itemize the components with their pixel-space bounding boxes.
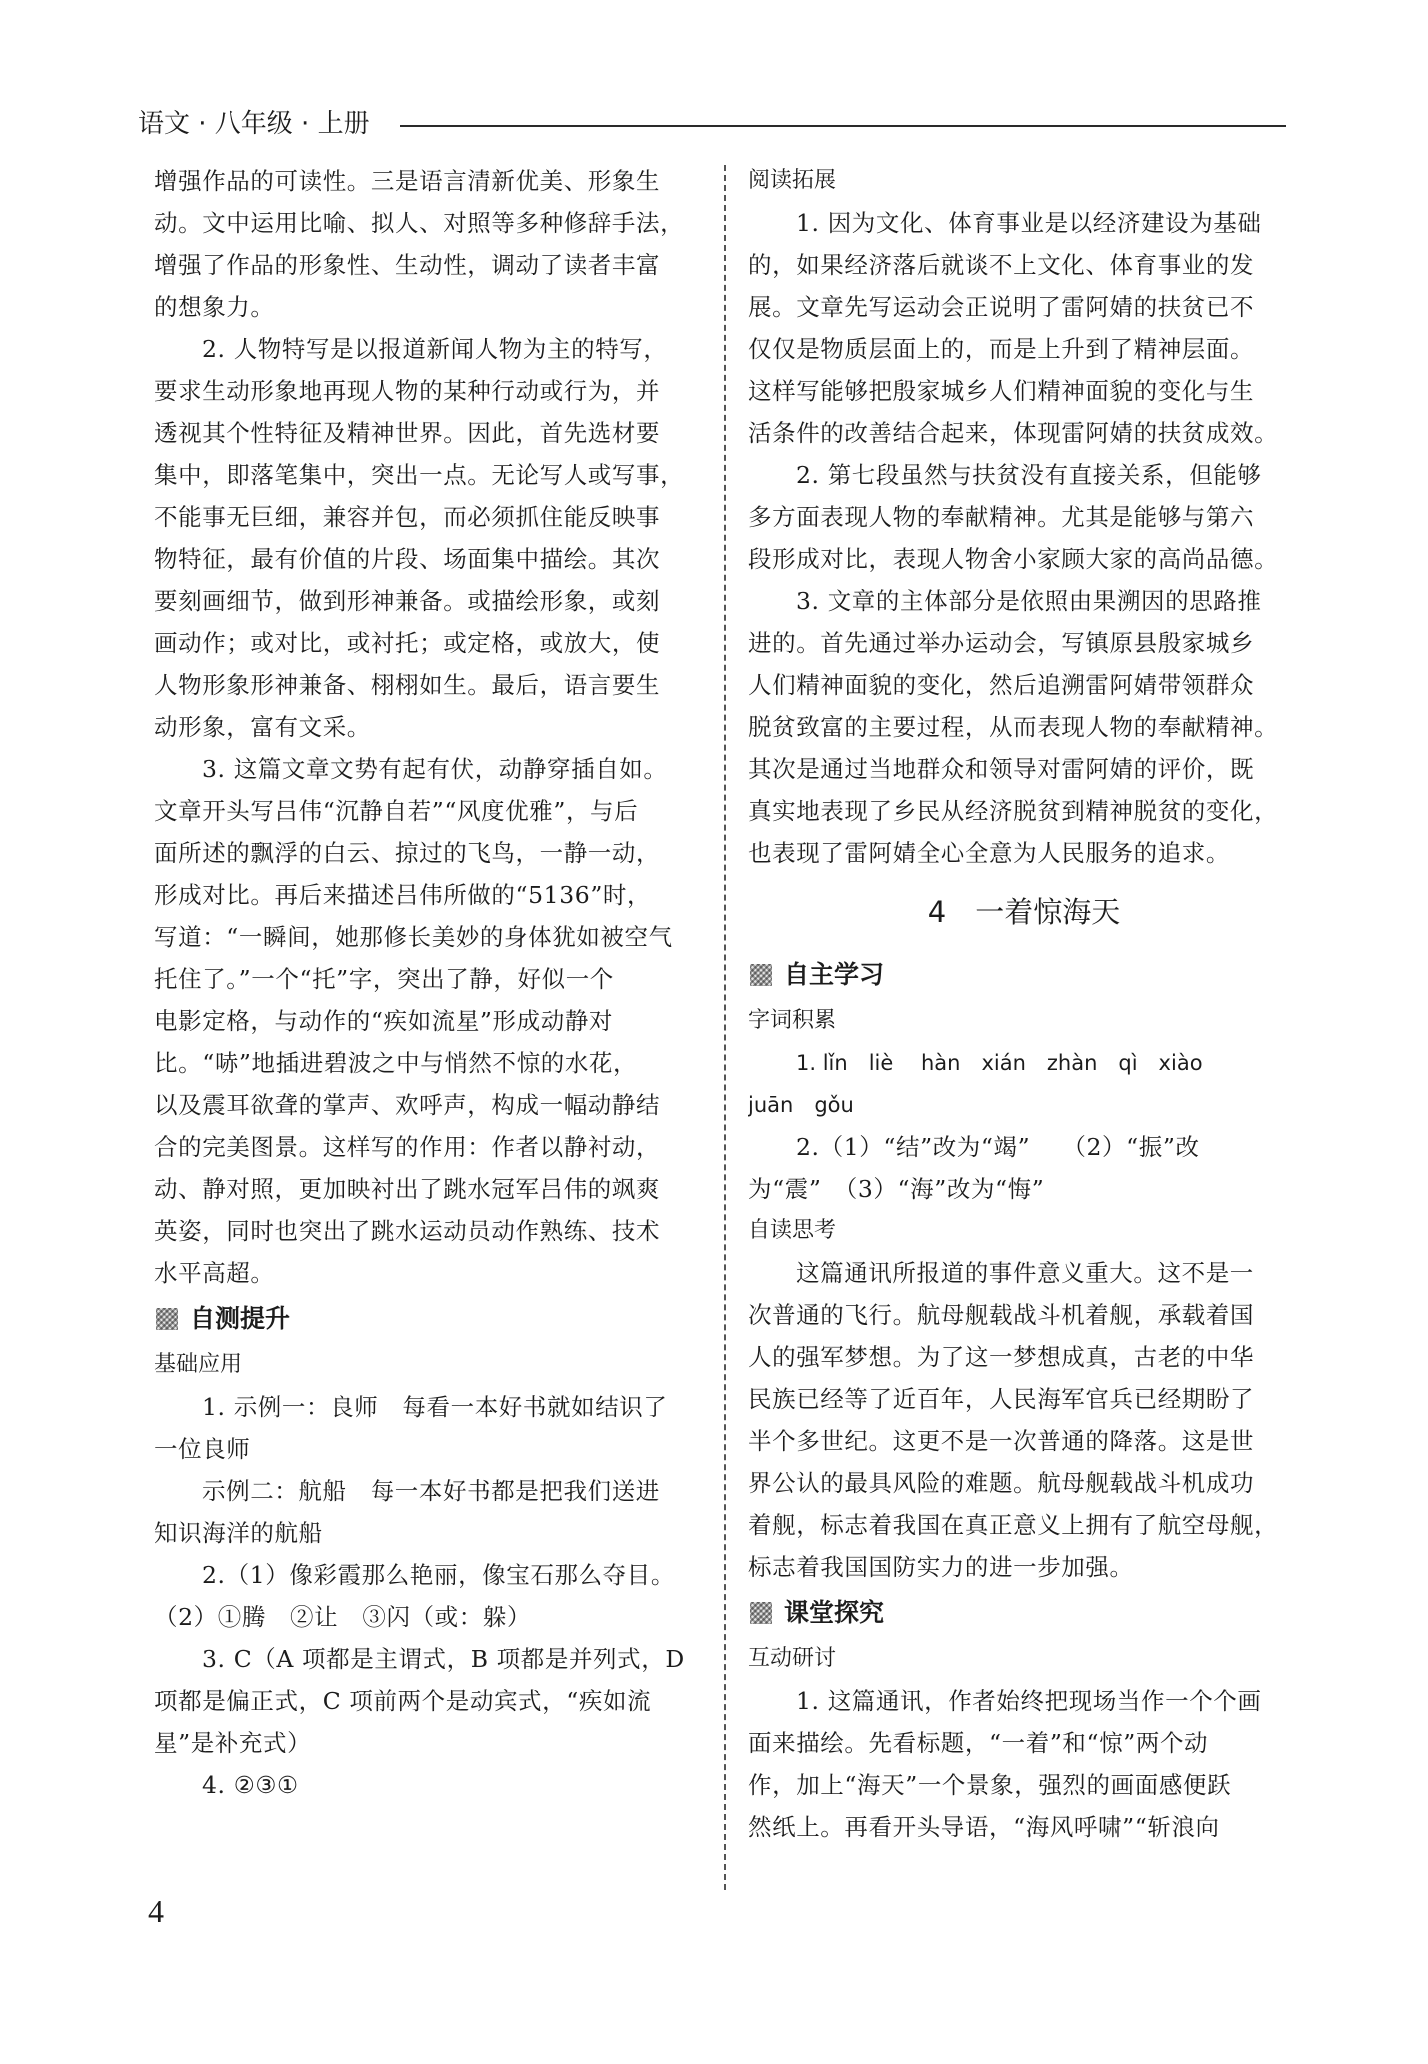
self-reading-paragraph: [748, 1252, 1300, 1588]
text-line: 合的完美图景。这样写的作用：作者以静衬动，: [154, 1133, 661, 1161]
text-line: 仅仅是物质层面上的，而是上升到了精神层面。: [748, 335, 1255, 363]
paragraph-2: [154, 328, 702, 748]
text-line: 水平高超。: [154, 1259, 275, 1287]
text-line: 文章开头写吕伟“沉静自若”“风度优雅”，与后: [154, 797, 639, 825]
text-line: 托住了。”一个“托”字，突出了静，好似一个: [154, 965, 614, 993]
left-column: [154, 160, 702, 1806]
text-line: 面所述的飘浮的白云、掠过的飞鸟，一静一动，: [154, 839, 661, 867]
text-line: 英姿，同时也突出了跳水运动员动作熟练、技术: [154, 1217, 661, 1245]
text-line: 动、静对照，更加映衬出了跳水冠军吕伟的飒爽: [154, 1175, 661, 1203]
text-line: 要刻画细节，做到形神兼备。或描绘形象，或刻: [154, 587, 661, 615]
right-column: [748, 160, 1300, 1848]
text-line: 电影定格，与动作的“疾如流星”形成动静对: [154, 1007, 614, 1035]
text-line: 写道：“一瞬间，她那修长美妙的身体犹如被空气: [154, 923, 673, 951]
answer-2: [154, 1554, 702, 1638]
text-line: 也表现了雷阿婧全心全意为人民服务的追求。: [748, 839, 1230, 867]
word-answer-2: [748, 1126, 1300, 1210]
text-line: 增强作品的可读性。三是语言清新优美、形象生: [154, 167, 661, 195]
text-line: 动。文中运用比喻、拟人、对照等多种修辞手法，: [154, 209, 685, 237]
text-line: 活条件的改善结合起来，体现雷阿婧的扶贫成效。: [748, 419, 1279, 447]
pinyin-line: juān gǒu: [748, 1093, 854, 1117]
section-heading-self-test: [154, 1294, 702, 1344]
text-line: 3. C（A 项都是主谓式，B 项都是并列式，D: [202, 1645, 685, 1673]
text-line: 集中，即落笔集中，突出一点。无论写人或写事，: [154, 461, 685, 489]
paragraph-3: [154, 748, 702, 1294]
text-line: 1. 示例一：良师 每看一本好书就如结识了: [202, 1393, 668, 1421]
text-line: 展。文章先写运动会正说明了雷阿婧的扶贫已不: [748, 293, 1255, 321]
text-line: 着舰，标志着我国在真正意义上拥有了航空母舰，: [748, 1511, 1279, 1539]
text-line: 人的强军梦想。为了这一梦想成真，古老的中华: [748, 1343, 1255, 1371]
text-line: 2. 第七段虽然与扶贫没有直接关系，但能够: [796, 461, 1262, 489]
text-line: 然纸上。再看开头导语，“海风呼啸”“斩浪向: [748, 1813, 1220, 1841]
text-line: 多方面表现人物的奉献精神。尤其是能够与第六: [748, 503, 1255, 531]
reading-answer-1: [748, 202, 1300, 454]
text-line: 进的。首先通过举办运动会，写镇原县殷家城乡: [748, 629, 1255, 657]
pinyin-line: 1. lǐn liè hàn xián zhàn qì xiào: [796, 1051, 1203, 1075]
text-line: 透视其个性特征及精神世界。因此，首先选材要: [154, 419, 661, 447]
section-title: 自测提升: [190, 1304, 291, 1333]
reading-answer-2: [748, 454, 1300, 580]
header-rule: [400, 125, 1286, 127]
subheading-interactive-discussion: 互动研讨: [748, 1646, 837, 1671]
reading-answer-3: [748, 580, 1300, 874]
text-line: 2.（1）“结”改为“竭” （2）“振”改: [796, 1133, 1200, 1161]
text-line: 面来描绘。先看标题，“一着”和“惊”两个动: [748, 1729, 1209, 1757]
column-divider: [724, 165, 726, 1890]
subheading-self-reading: 自读思考: [748, 1218, 837, 1243]
text-line: 的，如果经济落后就谈不上文化、体育事业的发: [748, 251, 1255, 279]
text-line: 半个多世纪。这更不是一次普通的降落。这是世: [748, 1427, 1255, 1455]
page-number: 4: [148, 1893, 164, 1929]
text-line: 动形象，富有文采。: [154, 713, 371, 741]
section-marker-icon: [750, 1602, 772, 1624]
text-line: 物特征，最有价值的片段、场面集中描绘。其次: [154, 545, 661, 573]
section-marker-icon: [750, 964, 772, 986]
text-line: 人物形象形神兼备、栩栩如生。最后，语言要生: [154, 671, 661, 699]
text-line: 段形成对比，表现人物舍小家顾大家的高尚品德。: [748, 545, 1279, 573]
text-line: 3. 这篇文章文势有起有伏，动静穿插自如。: [202, 755, 668, 783]
book-title: 语文 · 八年级 · 上册: [138, 109, 370, 139]
text-line: 人们精神面貌的变化，然后追溯雷阿婧带领群众: [748, 671, 1255, 699]
text-line: 示例二：航船 每一本好书都是把我们送进: [202, 1477, 660, 1505]
section-title: 自主学习: [784, 960, 885, 989]
text-line: 1. 因为文化、体育事业是以经济建设为基础: [796, 209, 1262, 237]
answer-4: 4. ②③①: [202, 1771, 299, 1799]
text-line: 星”是补充式）: [154, 1729, 312, 1757]
interactive-answer-1: [748, 1680, 1300, 1848]
section-heading-class-exploration: [748, 1588, 1300, 1638]
text-line: 为“震” （3）“海”改为“悔”: [748, 1175, 1045, 1203]
text-line: 项都是偏正式，C 项前两个是动宾式，“疾如流: [154, 1687, 652, 1715]
text-line: 民族已经等了近百年，人民海军官兵已经期盼了: [748, 1385, 1255, 1413]
text-line: 比。“哧”地插进碧波之中与悄然不惊的水花，: [154, 1049, 638, 1077]
subheading-basic-application: 基础应用: [154, 1352, 243, 1377]
answer-3: [154, 1638, 702, 1764]
section-title: 课堂探究: [784, 1598, 885, 1627]
text-line: 以及震耳欲聋的掌声、欢呼声，构成一幅动静结: [154, 1091, 661, 1119]
text-line: 3. 文章的主体部分是依照由果溯因的思路推: [796, 587, 1262, 615]
text-line: （2）①腾 ②让 ③闪（或：躲）: [154, 1603, 532, 1631]
text-line: 知识海洋的航船: [154, 1519, 323, 1547]
text-line: 这样写能够把殷家城乡人们精神面貌的变化与生: [748, 377, 1255, 405]
text-line: 脱贫致富的主要过程，从而表现人物的奉献精神。: [748, 713, 1279, 741]
text-line: 形成对比。再后来描述吕伟所做的“5136”时，: [154, 881, 652, 909]
answer-1: [154, 1386, 702, 1554]
text-line: 2. 人物特写是以报道新闻人物为主的特写，: [202, 335, 668, 363]
text-line: 作，加上“海天”一个景象，强烈的画面感便跃: [748, 1771, 1232, 1799]
word-answer-1: [748, 1042, 1300, 1126]
subheading-reading-extension: 阅读拓展: [748, 168, 837, 193]
text-line: 其次是通过当地群众和领导对雷阿婧的评价，既: [748, 755, 1255, 783]
text-line: 1. 这篇通讯，作者始终把现场当作一个个画: [796, 1687, 1262, 1715]
text-line: 要求生动形象地再现人物的某种行动或行为，并: [154, 377, 661, 405]
text-line: 不能事无巨细，兼容并包，而必须抓住能反映事: [154, 503, 661, 531]
page-header: [138, 104, 1286, 144]
text-line: 一位良师: [154, 1435, 251, 1463]
text-line: 增强了作品的形象性、生动性，调动了读者丰富: [154, 251, 661, 279]
text-line: 2.（1）像彩霞那么艳丽，像宝石那么夺目。: [202, 1561, 675, 1589]
text-line: 次普通的飞行。航母舰载战斗机着舰，承载着国: [748, 1301, 1255, 1329]
text-line: 这篇通讯所报道的事件意义重大。这不是一: [796, 1259, 1254, 1287]
text-line: 画动作；或对比，或衬托；或定格，或放大，使: [154, 629, 661, 657]
text-line: 真实地表现了乡民从经济脱贫到精神脱贫的变化，: [748, 797, 1279, 825]
text-line: 界公认的最具风险的难题。航母舰载战斗机成功: [748, 1469, 1255, 1497]
text-line: 标志着我国国防实力的进一步加强。: [748, 1553, 1134, 1581]
chapter-title: 4 一着惊海天: [927, 895, 1121, 929]
subheading-word-accumulation: 字词积累: [748, 1008, 837, 1033]
section-marker-icon: [156, 1308, 178, 1330]
paragraph-1: [154, 160, 702, 328]
text-line: 的想象力。: [154, 293, 275, 321]
section-heading-self-study: [748, 950, 1300, 1000]
